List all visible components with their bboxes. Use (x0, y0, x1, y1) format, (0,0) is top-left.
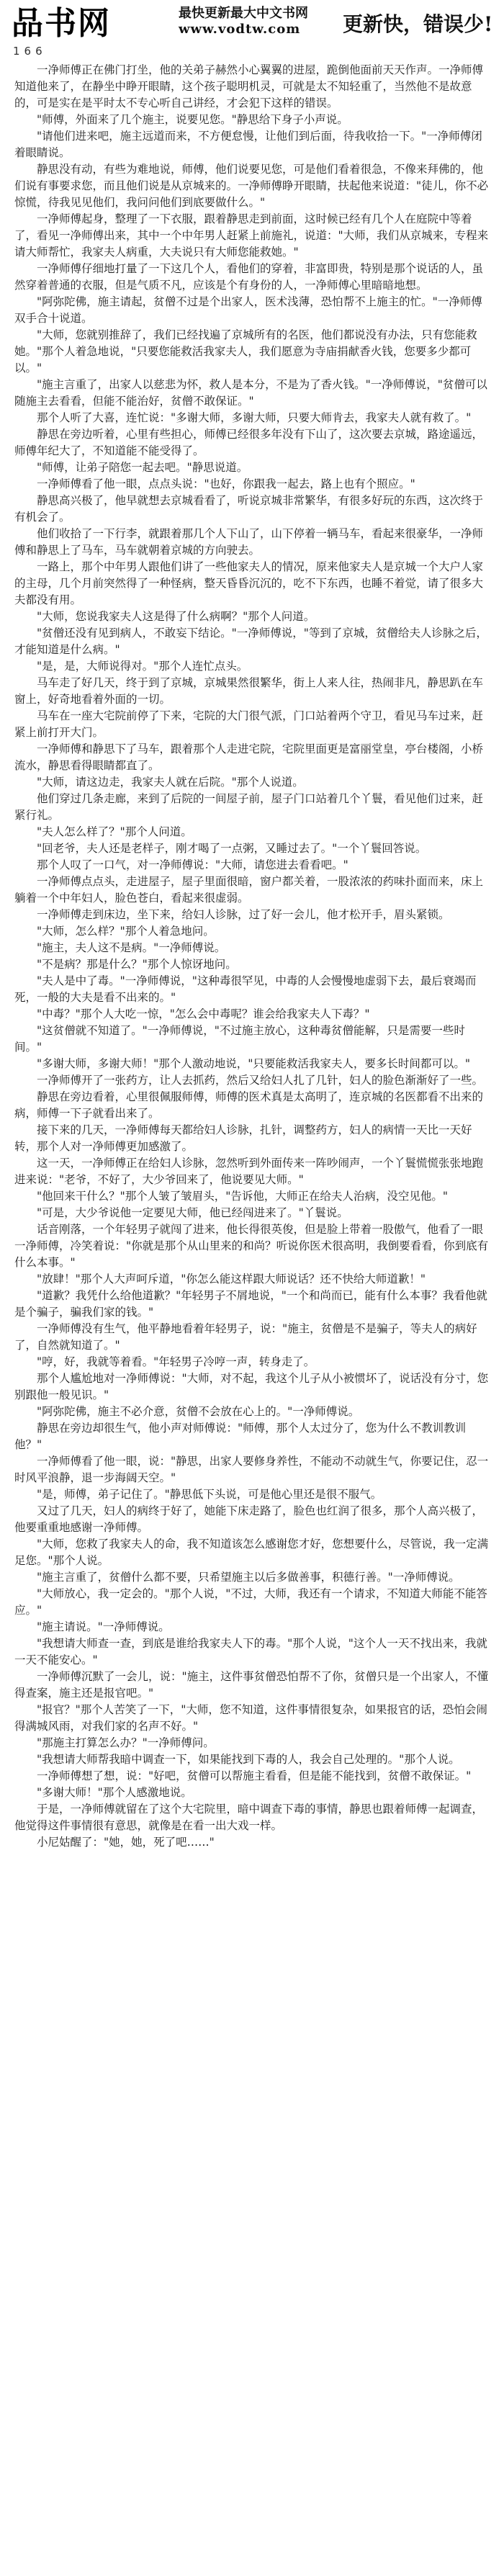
paragraph: 一净师傅没有生气，他平静地看着年轻男子，说："施主，贫僧是不是骗子，等夫人的病好了，自然就知道了。" (14, 1322, 477, 1352)
chapter-text (14, 62, 490, 2568)
paragraph: 静思在旁边听着，心里有些担心，师傅已经很多年没有下山了，这次要去京城，路途遥远，师傅年纪大了，不知道能不能受得了。 (14, 428, 484, 457)
paragraph: "哼，好，我就等着看。"年轻男子冷哼一声，转身走了。 (37, 1355, 315, 1368)
paragraph: 一净师傅起身，整理了一下衣服，跟着静思走到前面，这时候已经有几个人在庭院中等着了，看见一净师傅出来，其中一个中年男人赶紧上前施礼，说道："大师，我们从京城来，专程来请大师帮忙，我家夫人病重，大夫说只有大师您能救她。" (14, 212, 489, 259)
paragraph: 马车走了好几天，终于到了京城，京城果然很繁华，街上人来人往，热闹非凡，静思趴在车窗上，好奇地看着外面的一切。 (14, 676, 484, 706)
paragraph: 一净师傅看了他一眼，点点头说："也好，你跟我一起去，路上也有个照应。" (37, 477, 415, 490)
paragraph: 接下来的几天，一净师傅每天都给妇人诊脉，扎针，调整药方，妇人的病情一天比一天好转，那个人对一净师傅更加感激了。 (14, 1123, 472, 1153)
paragraph: 静思没有动，有些为难地说，师傅，他们说要见您，可是他们看着很急，不像来拜佛的，他们说有事要求您，而且他们说是从京城来的。一净师傅睁开眼睛，扶起他来说道："徒儿，你不必惊慌，待我见见他们，我问问他们到底要做什么。" (14, 163, 489, 209)
paragraph: "师傅，让弟子陪您一起去吧。"静思说道。 (37, 461, 248, 474)
site-header (0, 0, 504, 56)
paragraph: 他们收拾了一下行李，就跟着那几个人下山了，山下停着一辆马车，看起来很豪华，一净师傅和静思上了马车，马车就朝着京城的方向驶去。 (14, 527, 484, 557)
paragraph: "放肆！"那个人大声呵斥道，"你怎么能这样跟大师说话？还不快给大师道歉！" (37, 1273, 426, 1285)
paragraph: 这一天，一净师傅正在给妇人诊脉，忽然听到外面传来一阵吵闹声，一个丫鬟慌慌张张地跑进来说："老爷，不好了，大少爷回来了，他说要见大师。" (14, 1157, 484, 1186)
paragraph: 静思在旁边却很生气，他小声对师傅说："师傅，那个人太过分了，您为什么不教训教训他？" (14, 1422, 467, 1451)
paragraph: 小尼姑醒了："她，她，死了吧……" (37, 1836, 215, 1849)
paragraph: "夫人是中了毒。"一净师傅说，"这种毒很罕见，中毒的人会慢慢地虚弱下去，最后衰竭而死，一般的大夫是看不出来的。" (14, 974, 477, 1004)
paragraph: "大师，请这边走，我家夫人就在后院。"那个人说道。 (37, 776, 304, 789)
paragraph: "施主言重了，贫僧什么都不要，只希望施主以后多做善事，积德行善。"一净师傅说。 (37, 1571, 460, 1584)
paragraph: 话音刚落，一个年轻男子就闯了进来，他长得很英俊，但是脸上带着一股傲气，他看了一眼一净师傅，冷笑着说："你就是那个从山里来的和尚？听说你医术很高明，我倒要看看，你到底有什么本事。" (14, 1223, 489, 1269)
paragraph: "贫僧还没有见到病人，不敢妄下结论。"一净师傅说，"等到了京城，贫僧给夫人诊脉之后，才能知道是什么病。" (14, 627, 487, 656)
paragraph: "那施主打算怎么办？"一净师傅问。 (37, 1736, 215, 1749)
paragraph: "多谢大师，多谢大师！"那个人激动地说，"只要能救活我家夫人，要多长时间都可以。" (37, 1057, 471, 1070)
logo-text: 品书网 (12, 5, 111, 42)
paragraph: "我想请大师帮我暗中调查一下，如果能找到下毒的人，我会自己处理的。"那个人说。 (37, 1753, 460, 1766)
paragraph: "道歉？我凭什么给他道歉？"年轻男子不屑地说，"一个和尚而已，能有什么本事？我看他就是个骗子，骗我们家的钱。" (14, 1289, 487, 1319)
paragraph: "施主，夫人这不是病。"一净师傅说。 (37, 941, 226, 954)
paragraph: "大师，您就别推辞了，我们已经找遍了京城所有的名医，他们都说没有办法，只有您能救她。"那个人着急地说，"只要您能救活我家夫人，我们愿意为寺庙捐献香火钱，您要多少都可以。" (14, 328, 477, 374)
paragraph: "多谢大师！"那个人感激地说。 (37, 1786, 192, 1799)
paragraph: "施主言重了，出家人以慈悲为怀，救人是本分，不是为了香火钱。"一净师傅说，"贫僧可以随施主去看看，但能不能治好，贫僧不敢保证。" (14, 378, 487, 408)
paragraph: "可是，大少爷说他一定要见大师，他已经闯进来了。"丫鬟说。 (37, 1206, 348, 1219)
paragraph: "大师，您说我家夫人这是得了什么病啊？"那个人问道。 (37, 610, 315, 623)
paragraph: "夫人怎么样了？"那个人问道。 (37, 825, 192, 838)
paragraph: "不是病？那是什么？"那个人惊讶地问。 (37, 958, 237, 971)
tagline-line1: 最快更新最大中文书网 (179, 6, 308, 21)
paragraph: "施主请说。"一净师傅说。 (37, 1620, 170, 1633)
paragraph: 一净师傅想了想，说："好吧，贫僧可以帮施主看看，但是能不能找到，贫僧不敢保证。" (37, 1769, 472, 1782)
paragraph: 那个人叹了一口气，对一净师傅说："大师，请您进去看看吧。" (37, 858, 348, 871)
paragraph: "中毒？"那个人大吃一惊，"怎么会中毒呢？谁会给我家夫人下毒？" (37, 1007, 370, 1020)
paragraph: "回老爷，夫人还是老样子，刚才喝了一点粥，又睡过去了。"一个丫鬟回答说。 (37, 842, 427, 855)
paragraph: 一净师傅正在佛门打坐，他的关弟子赫然小心翼翼的进屋，跪倒他面前天天作声。一净师傅知道他来了，在静坐中睁开眼睛，这个孩子聪明机灵，可就是太不知轻重了，当然他不是故意的，可是实在是平时太不专心听自己讲经，才会犯下这样的错误。 (14, 63, 484, 109)
paragraph: "大师放心，我一定会的。"那个人说，"不过，大师，我还有一个请求，不知道大师能不能答应。" (14, 1587, 487, 1617)
paragraph: "这贫僧就不知道了。"一净师傅说，"不过施主放心，这种毒贫僧能解，只是需要一些时间。" (14, 1024, 465, 1054)
paragraph: 他们穿过几条走廊，来到了后院的一间屋子前，屋子门口站着几个丫鬟，看见他们过来，赶紧行礼。 (14, 792, 484, 822)
paragraph: 一净师傅开了一张药方，让人去抓药，然后又给妇人扎了几针，妇人的脸色渐渐好了一些。 (37, 1074, 484, 1087)
paragraph: 一净师傅看了他一眼，说："静思，出家人要修身养性，不能动不动就生气，你要记住，忍一时风平浪静，退一步海阔天空。" (14, 1455, 489, 1484)
paragraph: 一净师傅仔细地打量了一下这几个人，看他们的穿着，非富即贵，特别是那个说话的人，虽然穿着普通的衣服，但是气质不凡，应该是个有身份的人，一净师傅心里暗暗地想。 (14, 262, 484, 292)
paragraph: 那个人听了大喜，连忙说："多谢大师，多谢大师，只要大师肯去，我家夫人就有救了。" (37, 411, 472, 424)
logo-tagline (179, 6, 344, 39)
paragraph: 于是，一净师傅就留在了这个大宅院里，暗中调查下毒的事情，静思也跟着师傅一起调查，他觉得这件事情很有意思，就像是在看一出大戏一样。 (14, 1803, 484, 1832)
paragraph: 马车在一座大宅院前停了下来，宅院的大门很气派，门口站着两个守卫，看见马车过来，赶紧上前打开大门。 (14, 709, 484, 739)
paragraph: "是，师傅，弟子记住了。"静思低下头说，可是他心里还是很不服气。 (37, 1488, 382, 1501)
paragraph: 一净师傅沉默了一会儿，说："施主，这件事贫僧恐怕帮不了你，贫僧只是一个出家人，不懂得查案，施主还是报官吧。" (14, 1670, 489, 1700)
paragraph: "师傅，外面来了几个施主，说要见您。"静思给下身子小声说。 (37, 113, 348, 126)
paragraph: 一净师傅走到床边，坐下来，给妇人诊脉，过了好一会儿，他才松开手，眉头紧锁。 (37, 908, 450, 921)
paragraph: "大师，怎么样？"那个人着急地问。 (37, 925, 215, 938)
paragraph: 静思在旁边看着，心里很佩服师傅，师傅的医术真是太高明了，连京城的名医都看不出来的病，师傅一下子就看出来了。 (14, 1090, 484, 1120)
site-slogan: 更新快，错误少! (343, 12, 493, 36)
paragraph: "是，是，大师说得对。"那个人连忙点头。 (37, 660, 248, 673)
page-number: 166 (13, 45, 47, 58)
paragraph: "大师，您救了我家夫人的命，我不知道该怎么感谢您才好，您想要什么，尽管说，我一定满足您。"那个人说。 (14, 1538, 489, 1567)
paragraph: 一路上，那个中年男人跟他们讲了一些他家夫人的情况，原来他家夫人是京城一个大户人家的主母，几个月前突然得了一种怪病，整天昏昏沉沉的，吃不下东西，也睡不着觉，请了很多大夫都没有用。 (14, 560, 484, 606)
paragraph: "报官？"那个人苦笑了一下，"大师，您不知道，这件事情很复杂，如果报官的话，恐怕会闹得满城风雨，对我们家的名声不好。" (14, 1703, 487, 1733)
site-logo[interactable] (12, 4, 181, 43)
site-url: www.vodtw.com (179, 22, 301, 37)
paragraph: "他回来干什么？"那个人皱了皱眉头，"告诉他，大师正在给夫人治病，没空见他。" (37, 1190, 449, 1203)
paragraph: "阿弥陀佛，施主请起，贫僧不过是个出家人，医术浅薄，恐怕帮不上施主的忙。"一净师傅双手合十说道。 (14, 295, 482, 325)
paragraph: "阿弥陀佛，施主不必介意，贫僧不会放在心上的。"一净师傅说。 (37, 1405, 360, 1418)
paragraph: 静思高兴极了，他早就想去京城看看了，听说京城非常繁华，有很多好玩的东西，这次终于有机会了。 (14, 494, 484, 524)
paragraph: 一净师傅和静思下了马车，跟着那个人走进宅院，宅院里面更是富丽堂皇，亭台楼阁，小桥流水，静思看得眼睛都直了。 (14, 742, 484, 772)
paragraph: 那个人尴尬地对一净师傅说："大师，对不起，我这个儿子从小被惯坏了，说话没有分寸，您别跟他一般见识。" (14, 1372, 489, 1401)
paragraph: "请他们进来吧，施主远道而来，不方便怠慢，让他们到后面，待我收拾一下。"一净师傅闭着眼睛说。 (14, 130, 482, 159)
paragraph: 一净师傅点点头，走进屋子，屋子里面很暗，窗户都关着，一股浓浓的药味扑面而来，床上躺着一个中年妇人，脸色苍白，看起来很虚弱。 (14, 875, 484, 905)
paragraph: "我想请大师查一查，到底是谁给我家夫人下的毒。"那个人说，"这个人一天不找出来，我就一天不能安心。" (14, 1637, 487, 1666)
paragraph: 又过了几天，妇人的病终于好了，她能下床走路了，脸色也红润了很多，那个人高兴极了，他要重重地感谢一净师傅。 (14, 1504, 484, 1534)
